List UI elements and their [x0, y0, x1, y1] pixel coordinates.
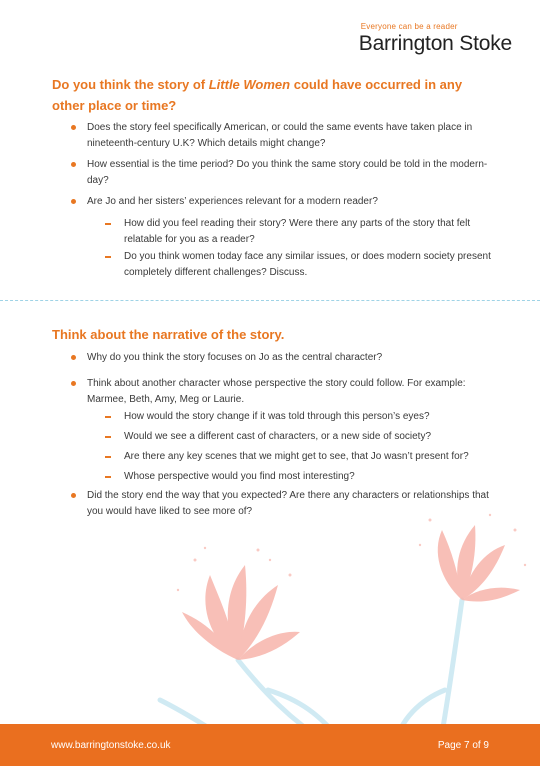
footer-website-link[interactable]: www.barringtonstoke.co.uk [51, 740, 171, 751]
list-item: Are Jo and her sisters’ experiences relevant for a modern reader? [70, 194, 490, 210]
section1-bullet-list-2 [70, 157, 490, 189]
section1-bullet-list-3 [70, 194, 490, 210]
sub-list-item: How did you feel reading their story? Were there any parts of the story that felt relatable for you as a reader? [104, 216, 496, 248]
logo-name: Barrington Stoke [358, 32, 512, 55]
section1-sub-list-2 [104, 249, 496, 281]
sub-list-item: Do you think women today face any similar issues, or does modern society present completely different challenges? Discuss. [104, 249, 496, 281]
section1-sub-list [104, 216, 496, 248]
brand-logo [359, 22, 512, 55]
section2-sub-list [104, 409, 496, 485]
list-item: How essential is the time period? Do you think the same story could be told in the modern-day? [70, 157, 490, 189]
section-divider [0, 300, 540, 301]
list-item: Did the story end the way that you expected? Are there any characters or relationships that you would have liked to see more of? [70, 488, 490, 520]
sub-list-item: Whose perspective would you find most interesting? [104, 469, 496, 485]
sub-list-item: Would we see a different cast of characters, or a new side of society? [104, 429, 496, 445]
list-item: Why do you think the story focuses on Jo as the central character? [70, 350, 490, 366]
page-number: Page 7 of 9 [437, 740, 489, 751]
section2-heading: Think about the narrative of the story. [52, 327, 285, 342]
footer-bar [0, 724, 540, 766]
list-item: Think about another character whose perspective the story could follow. For example: Marmee, Beth, Amy, Meg or Laurie. [70, 376, 490, 408]
list-item: Does the story feel specifically American, or could the same events have taken place in nineteenth-century U.K? Which details might change? [70, 120, 490, 152]
section2-final-list [70, 488, 490, 520]
section1-bullet-list [70, 120, 490, 152]
sub-list-item: How would the story change if it was told through this person’s eyes? [104, 409, 496, 425]
section2-bullet-list [70, 350, 490, 366]
heading-text-post: could have occurred in any other place or time? [52, 77, 463, 113]
sub-list-item: Are there any key scenes that we might get to see, that Jo wasn’t present for? [104, 449, 496, 465]
section2-bullet-list-2 [70, 376, 490, 408]
logo-tagline: Everyone can be a reader [360, 22, 458, 31]
heading-text-pre: Do you think the story of [52, 77, 209, 92]
section1-heading [52, 74, 492, 116]
heading-book-title: Little Women [208, 77, 291, 92]
